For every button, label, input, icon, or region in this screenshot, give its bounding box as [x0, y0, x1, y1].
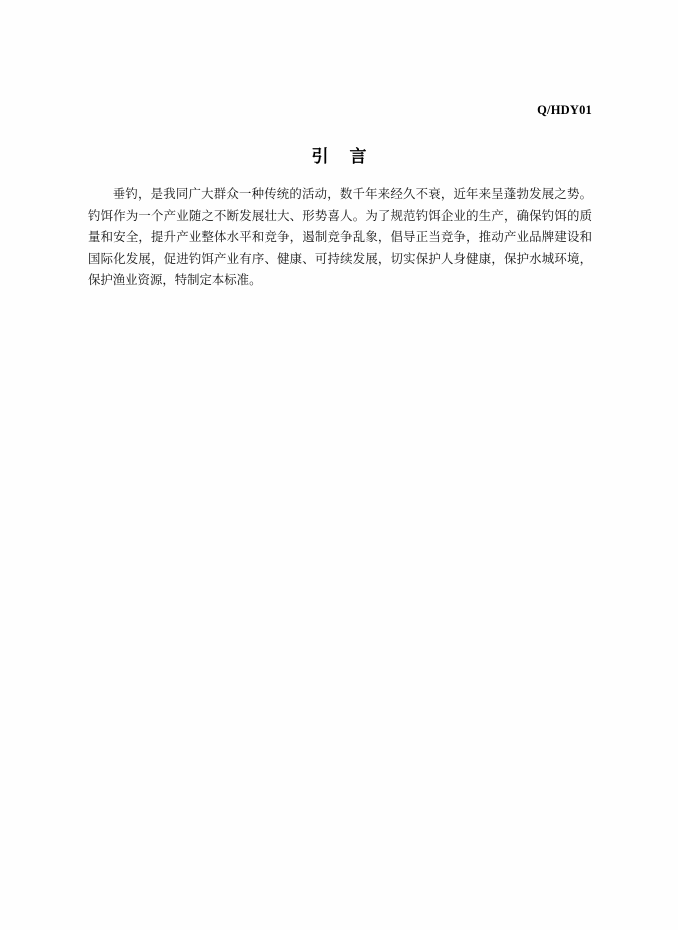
foreword-paragraph: 垂钓，是我同广大群众一种传统的活动，数千年来经久不衰，近年来呈蓬勃发展之势。钓饵作为一个产业随之不断发展壮大、形势喜人。为了规范钓饵企业的生产，确保钓饵的质量和安全，提升产业整体水平和竞争，遏制竞争乱象，倡导正当竞争，推动产业品牌建设和国际化发展，促进钓饵产业有序、健康、可持续发展，切实保护人身健康，保护水城环境，保护渔业资源，特制定本标准。	[88, 186, 592, 287]
page-content-area	[88, 0, 592, 930]
page-title: 引 言	[311, 147, 369, 167]
document-standard-code: Q/HDY01	[537, 103, 592, 117]
